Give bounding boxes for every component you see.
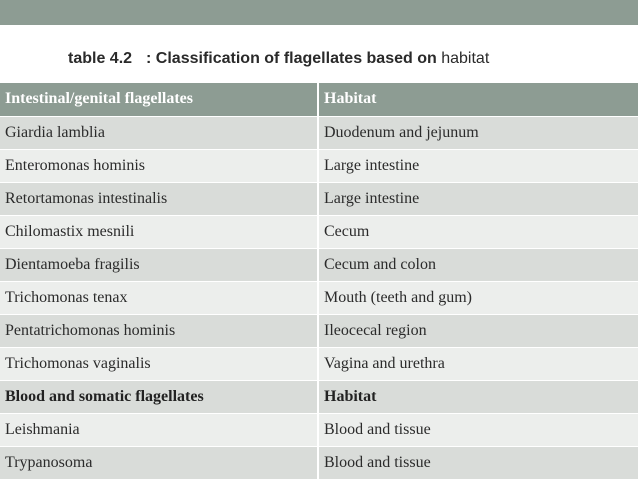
habitat-cell: Large intestine bbox=[318, 149, 638, 182]
organism-cell: Trichomonas tenax bbox=[0, 281, 318, 314]
organism-cell: Trypanosoma bbox=[0, 446, 318, 479]
table-row bbox=[0, 314, 638, 347]
caption-label: table 4.2 bbox=[68, 50, 133, 67]
organism-cell: Chilomastix mesnili bbox=[0, 215, 318, 248]
habitat-cell: Mouth (teeth and gum) bbox=[318, 281, 638, 314]
table-header-row bbox=[0, 83, 638, 116]
organism-cell: Dientamoeba fragilis bbox=[0, 248, 318, 281]
organism-cell: Retortamonas intestinalis bbox=[0, 182, 318, 215]
habitat-cell: Vagina and urethra bbox=[318, 347, 638, 380]
table-subheader-row bbox=[0, 380, 638, 413]
flagellates-table bbox=[0, 83, 638, 480]
organism-cell: Trichomonas vaginalis bbox=[0, 347, 318, 380]
table-caption bbox=[68, 50, 489, 72]
habitat-cell: Duodenum and jejunum bbox=[318, 116, 638, 149]
habitat-cell: Cecum bbox=[318, 215, 638, 248]
table-row bbox=[0, 149, 638, 182]
table-row bbox=[0, 281, 638, 314]
top-banner bbox=[0, 0, 638, 25]
organism-cell: Leishmania bbox=[0, 413, 318, 446]
caption-title: : Classification of flagellates based on bbox=[146, 50, 437, 67]
header-organism: Intestinal/genital flagellates bbox=[0, 83, 318, 116]
habitat-cell: Large intestine bbox=[318, 182, 638, 215]
habitat-cell: Blood and tissue bbox=[318, 446, 638, 479]
table-row bbox=[0, 182, 638, 215]
organism-cell: Enteromonas hominis bbox=[0, 149, 318, 182]
table-row bbox=[0, 116, 638, 149]
table-row bbox=[0, 347, 638, 380]
organism-cell: Pentatrichomonas hominis bbox=[0, 314, 318, 347]
table-row bbox=[0, 215, 638, 248]
habitat-cell: Cecum and colon bbox=[318, 248, 638, 281]
organism-cell: Giardia lamblia bbox=[0, 116, 318, 149]
table-row bbox=[0, 413, 638, 446]
table-row bbox=[0, 248, 638, 281]
habitat-cell: Ileocecal region bbox=[318, 314, 638, 347]
table-row bbox=[0, 446, 638, 479]
habitat-cell: Blood and tissue bbox=[318, 413, 638, 446]
header-habitat: Habitat bbox=[318, 83, 638, 116]
subheader-organism: Blood and somatic flagellates bbox=[0, 380, 318, 413]
subheader-habitat: Habitat bbox=[318, 380, 638, 413]
caption-last-word: habitat bbox=[441, 50, 490, 67]
